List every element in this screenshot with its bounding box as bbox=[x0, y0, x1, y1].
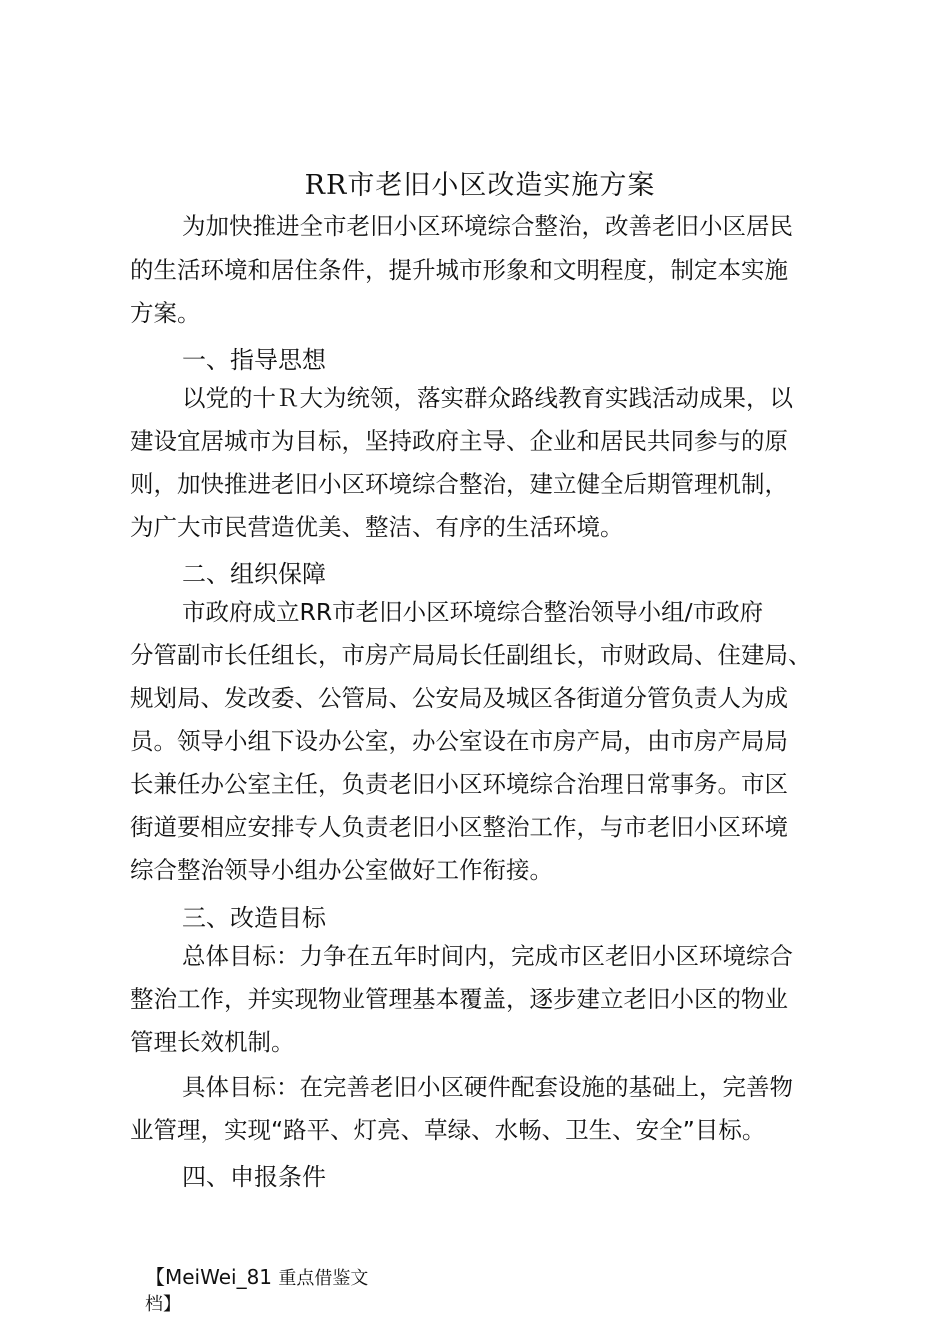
section1-line-4: 为广大市民营造优美、整洁、有序的生活环境。 bbox=[130, 513, 624, 541]
section2-line-3: 规划局、发改委、公管局、公安局及城区各街道分管负责人为成 bbox=[130, 684, 788, 712]
section4-heading: 四、申报条件 bbox=[182, 1163, 326, 1191]
section3-heading: 三、改造目标 bbox=[182, 904, 326, 932]
section3-general-line-1: 总体目标：力争在五年时间内，完成市区老旧小区环境综合 bbox=[182, 942, 793, 970]
section3-specific-line-1: 具体目标：在完善老旧小区硬件配套设施的基础上，完善物 bbox=[182, 1073, 793, 1101]
section2-heading: 二、组织保障 bbox=[182, 560, 326, 588]
footer-line-1 bbox=[145, 1264, 368, 1292]
intro-line-3: 方案。 bbox=[130, 299, 201, 327]
footer-line-1-main: 【MeiWei_81 bbox=[145, 1265, 273, 1289]
section2-line-1: 市政府成立RR市老旧小区环境综合整治领导小组/市政府 bbox=[182, 598, 764, 626]
section3-specific-line-2: 业管理，实现“路平、灯亮、草绿、水畅、卫生、安全”目标。 bbox=[130, 1116, 766, 1144]
section1-heading: 一、指导思想 bbox=[182, 346, 326, 374]
section2-line-6: 街道要相应安排专人负责老旧小区整治工作，与市老旧小区环境 bbox=[130, 813, 788, 841]
section1-line-3: 则，加快推进老旧小区环境综合整治，建立健全后期管理机制， bbox=[130, 470, 788, 498]
section3-general-line-2: 整治工作，并实现物业管理基本覆盖，逐步建立老旧小区的物业 bbox=[130, 985, 788, 1013]
intro-line-1: 为加快推进全市老旧小区环境综合整治，改善老旧小区居民 bbox=[182, 212, 793, 240]
footer-line-2: 档】 bbox=[145, 1294, 181, 1315]
section2-line-7: 综合整治领导小组办公室做好工作衔接。 bbox=[130, 856, 553, 884]
section2-line-4: 员。领导小组下设办公室，办公室设在市房产局，由市房产局局 bbox=[130, 727, 788, 755]
section2-line-2: 分管副市长任组长，市房产局局长任副组长，市财政局、住建局、 bbox=[130, 641, 812, 669]
footer-note bbox=[145, 1264, 368, 1318]
section1-line-2: 建设宜居城市为目标，坚持政府主导、企业和居民共同参与的原 bbox=[130, 427, 788, 455]
section3-general-line-3: 管理长效机制。 bbox=[130, 1028, 295, 1056]
footer-line-1-small: 重点借鉴文 bbox=[278, 1268, 369, 1289]
section2-line-5: 长兼任办公室主任，负责老旧小区环境综合治理日常事务。市区 bbox=[130, 770, 788, 798]
section1-line-1: 以党的十Ｒ大为统领，落实群众路线教育实践活动成果，以 bbox=[182, 384, 793, 412]
document-title: RR市老旧小区改造实施方案 bbox=[304, 170, 656, 201]
intro-line-2: 的生活环境和居住条件，提升城市形象和文明程度，制定本实施 bbox=[130, 256, 788, 284]
